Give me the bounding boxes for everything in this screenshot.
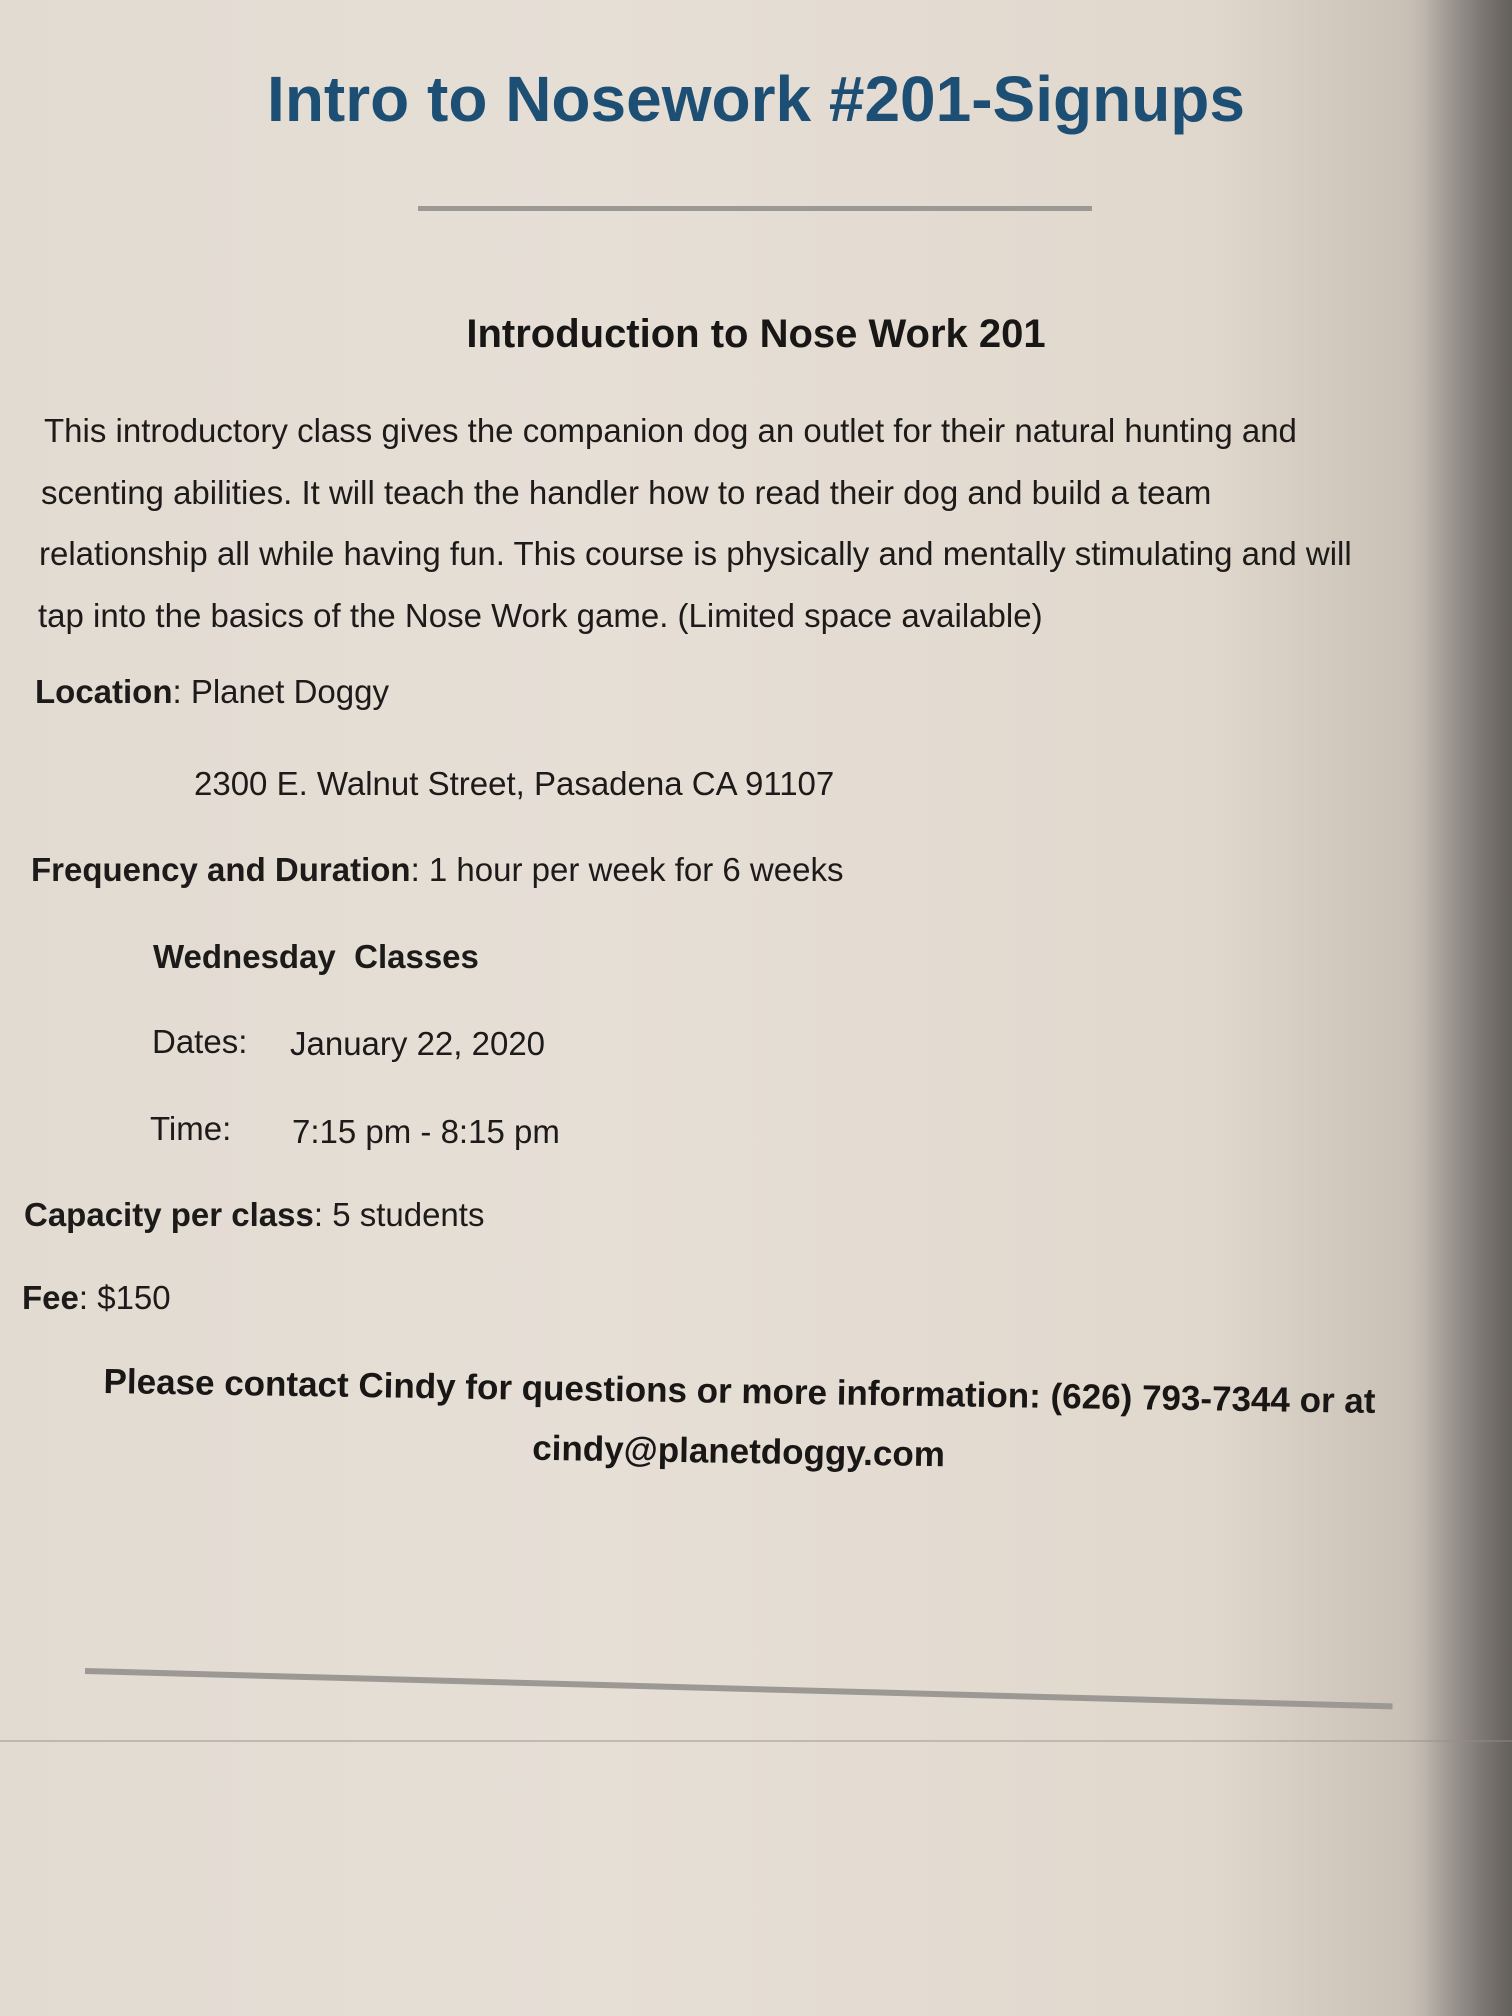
bottom-divider	[85, 1668, 1393, 1709]
fee-label: Fee	[22, 1279, 79, 1316]
description-line: relationship all while having fun. This course is physically and mentally stimulating and will	[39, 535, 1352, 572]
contact-line: Please contact Cindy for questions or more information: (626) 793-7344 or at	[103, 1362, 1376, 1421]
frequency-value: 1 hour per week for 6 weeks	[428, 851, 844, 888]
classes-heading: Wednesday Classes	[153, 938, 479, 975]
contact-info	[58, 1351, 1420, 1492]
dates-value: January 22, 2020	[290, 1025, 546, 1062]
course-description	[38, 400, 1478, 646]
location-address: 2300 E. Walnut Street, Pasadena CA 91107	[194, 765, 835, 802]
contact-email: cindy@planetdoggy.com	[531, 1428, 946, 1475]
frequency-row: Frequency and Duration: 1 hour per week for 6 weeks	[31, 851, 844, 888]
time-label: Time:	[150, 1110, 232, 1147]
paper-fold-line	[0, 1740, 1512, 1742]
page-shadow	[1422, 0, 1512, 2016]
time-value: 7:15 pm - 8:15 pm	[292, 1113, 560, 1150]
capacity-value: 5 students	[332, 1196, 485, 1233]
description-line: tap into the basics of the Nose Work game. (Limited space available)	[38, 596, 1043, 634]
description-line: scenting abilities. It will teach the handler how to read their dog and build a team	[41, 473, 1212, 511]
fee-row: Fee: $150	[22, 1279, 171, 1316]
frequency-label: Frequency and Duration	[31, 851, 411, 888]
top-divider	[418, 206, 1092, 211]
course-subtitle: Introduction to Nose Work 201	[466, 312, 1046, 356]
dates-label: Dates:	[152, 1023, 248, 1060]
capacity-label: Capacity per class	[24, 1196, 314, 1233]
capacity-row: Capacity per class: 5 students	[24, 1196, 485, 1233]
fee-value: $150	[97, 1279, 171, 1316]
location-label: Location	[35, 673, 173, 710]
location-row: Location: Planet Doggy	[35, 673, 389, 710]
description-line: This introductory class gives the companion dog an outlet for their natural hunting and	[44, 412, 1297, 449]
location-value: Planet Doggy	[190, 673, 389, 710]
page-title: Intro to Nosework #201-Signups	[267, 63, 1245, 135]
